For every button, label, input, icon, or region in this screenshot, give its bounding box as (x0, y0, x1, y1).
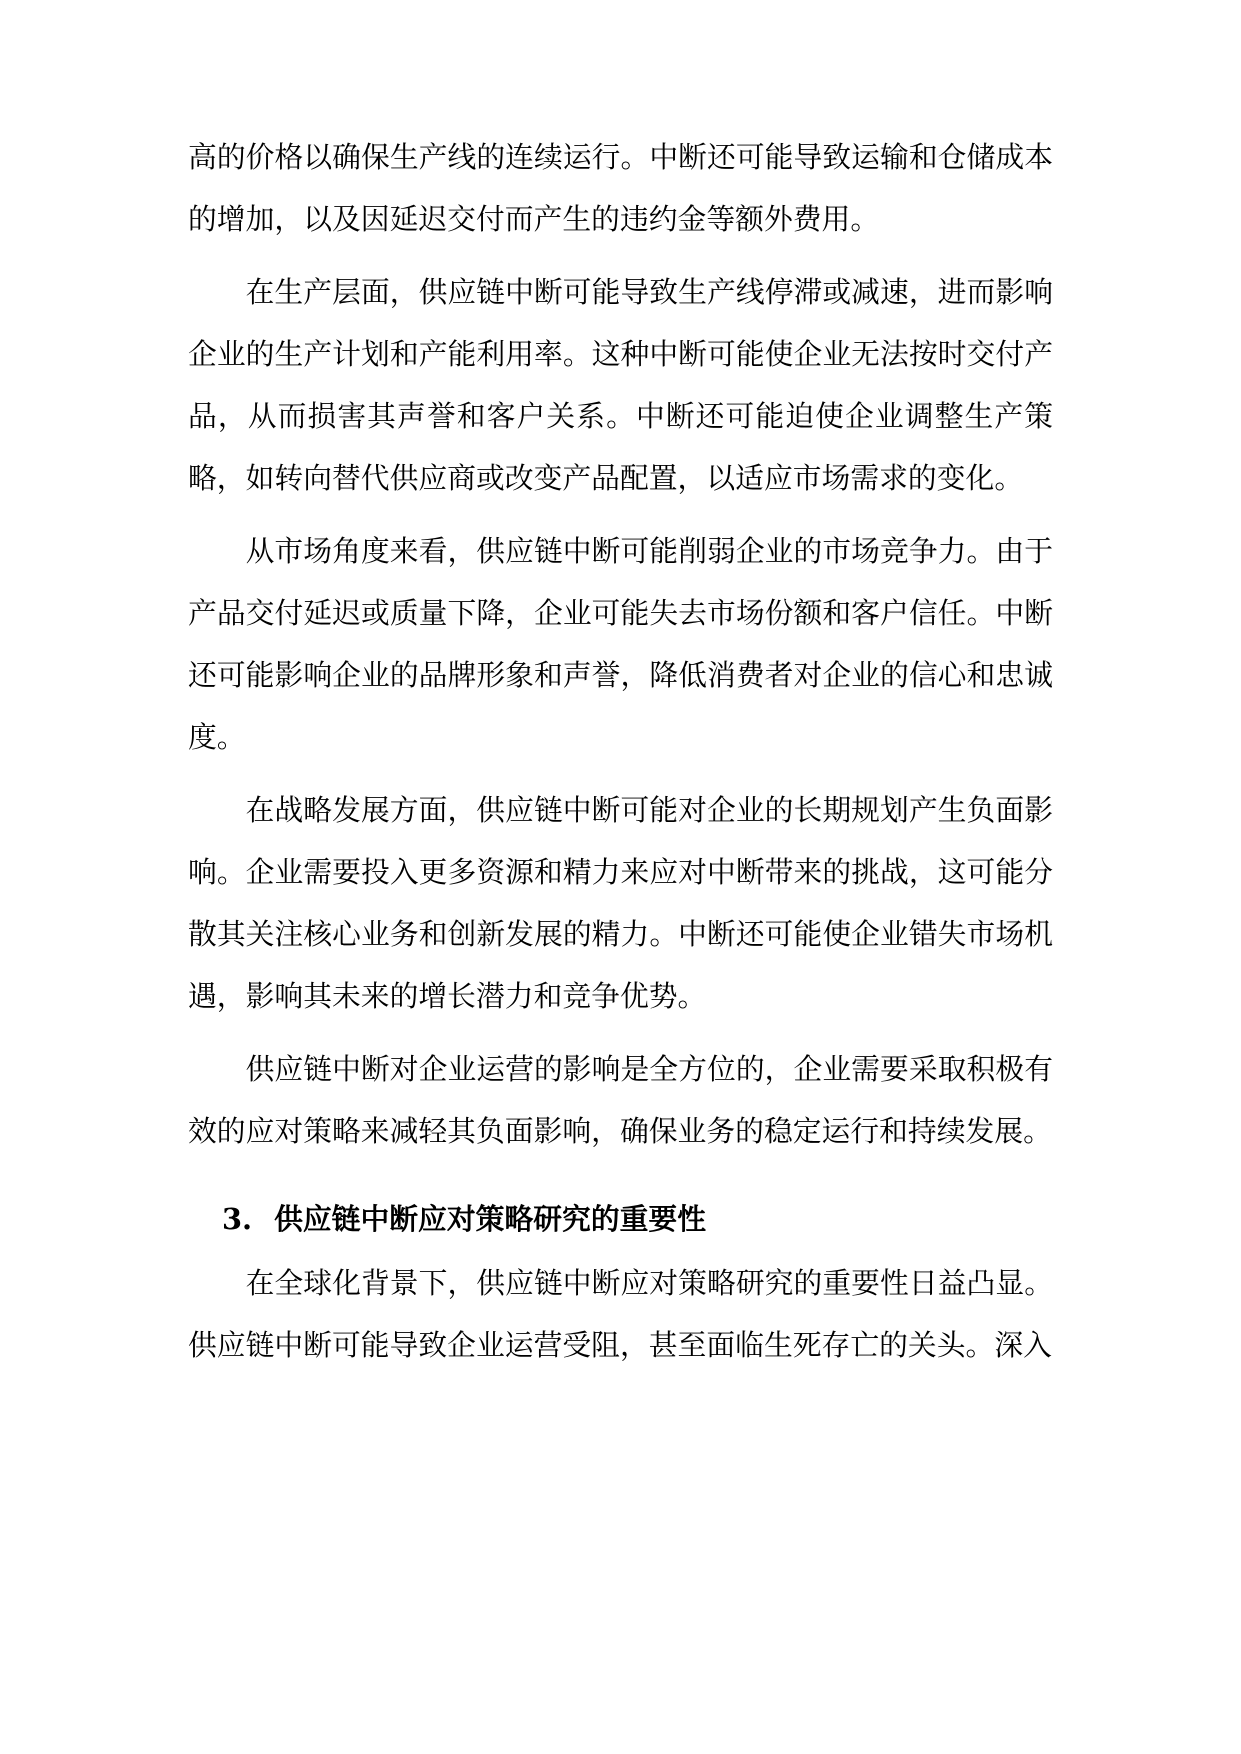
section-heading (188, 1188, 1053, 1250)
paragraph-2: 在生产层面，供应链中断可能导致生产线停滞或减速，进而影响企业的生产计划和产能利用率。这种中断可能使企业无法按时交付产品，从而损害其声誉和客户关系。中断还可能迫使企业调整生产策略，如转向替代供应商或改变产品配置，以适应市场需求的变化。 (188, 275, 1053, 495)
paragraph-4: 在战略发展方面，供应链中断可能对企业的长期规划产生负面影响。企业需要投入更多资源和精力来应对中断带来的挑战，这可能分散其关注核心业务和创新发展的精力。中断还可能使企业错失市场机遇，影响其未来的增长潜力和竞争优势。 (188, 793, 1053, 1013)
paragraph-5: 供应链中断对企业运营的影响是全方位的，企业需要采取积极有效的应对策略来减轻其负面影响，确保业务的稳定运行和持续发展。 (188, 1052, 1053, 1148)
section-number: 3. (222, 1202, 253, 1236)
section-title: 供应链中断应对策略研究的重要性 (274, 1202, 707, 1236)
paragraph-1: 高的价格以确保生产线的连续运行。中断还可能导致运输和仓储成本的增加，以及因延迟交付而产生的违约金等额外费用。 (188, 140, 1053, 236)
paragraph-3: 从市场角度来看，供应链中断可能削弱企业的市场竞争力。由于产品交付延迟或质量下降，企业可能失去市场份额和客户信任。中断还可能影响企业的品牌形象和声誉，降低消费者对企业的信心和忠诚度。 (188, 534, 1053, 754)
paragraph-6: 在全球化背景下，供应链中断应对策略研究的重要性日益凸显。供应链中断可能导致企业运营受阻，甚至面临生死存亡的关头。深入 (188, 1266, 1053, 1362)
